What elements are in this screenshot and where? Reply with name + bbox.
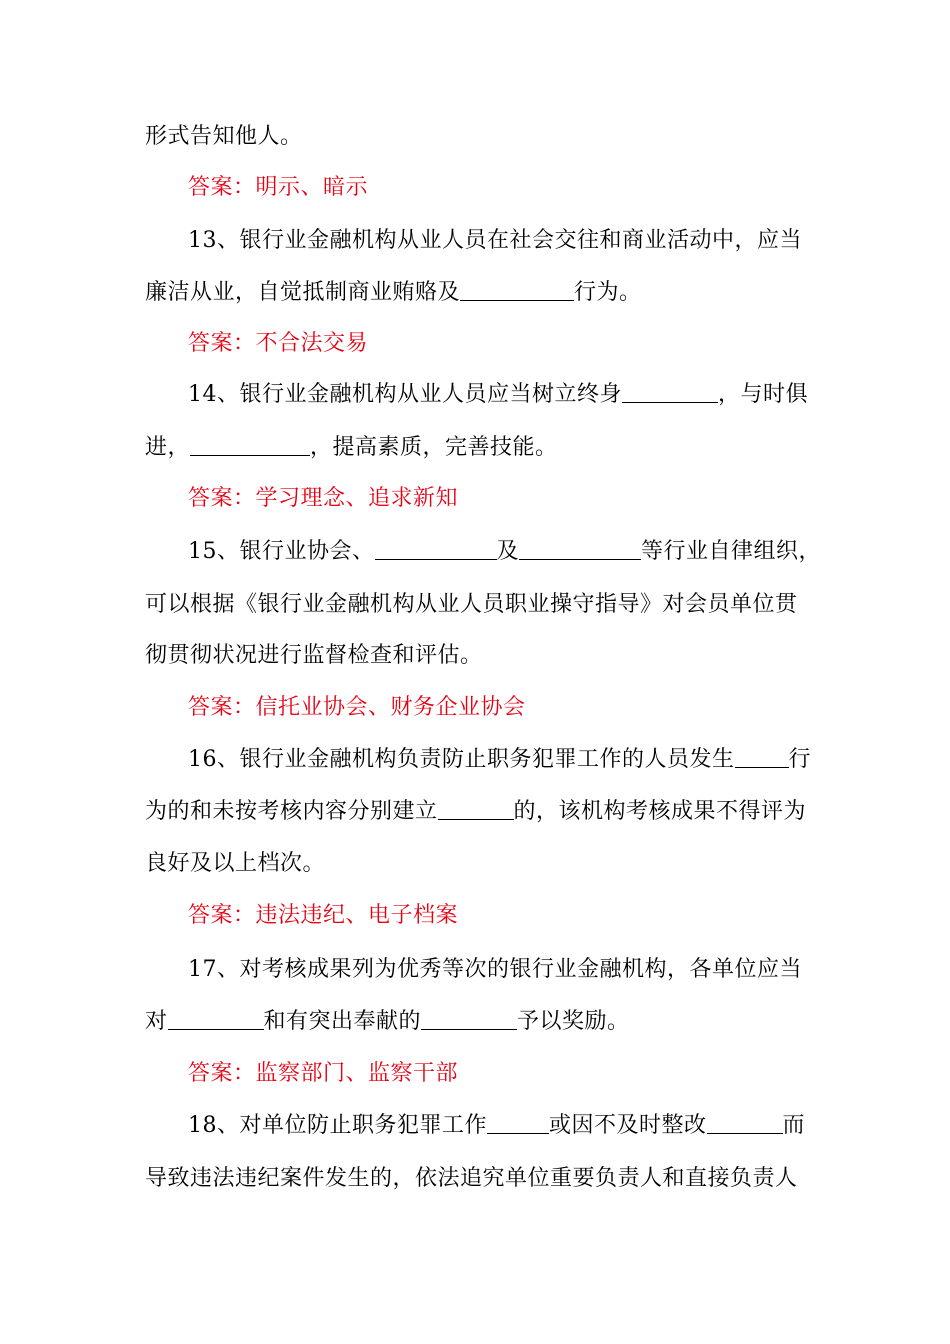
fill-blank: [622, 382, 718, 403]
fill-blank: [487, 1113, 549, 1134]
fill-blank: [375, 539, 497, 560]
question-14-line-1: 14、银行业金融机构从业人员应当树立终身 ，与时俱: [188, 382, 809, 407]
fill-blank: [460, 280, 574, 301]
answer-16: 答案：违法违纪、电子档案: [188, 903, 459, 928]
fill-blank: [519, 539, 641, 560]
question-15-line-2: 可以根据《银行业金融机构从业人员职业操守指导》对会员单位贯: [145, 592, 798, 617]
text-line: 形式告知他人。: [145, 124, 303, 149]
answer-15: 答案：信托业协会、财务企业协会: [188, 695, 526, 720]
question-15-line-1: 15、银行业协会、 及 等行业自律组织，: [188, 539, 822, 564]
fill-blank: [438, 799, 514, 820]
question-18-line-1: 18、对单位防止职务犯罪工作 或因不及时整改 而: [188, 1113, 806, 1138]
question-17-line-1: 17、对考核成果列为优秀等次的银行业金融机构，各单位应当: [188, 957, 802, 982]
answer-14: 答案：学习理念、追求新知: [188, 486, 459, 511]
question-16-line-1: 16、银行业金融机构负责防止职务犯罪工作的人员发生 行: [188, 747, 812, 772]
answer-13: 答案：不合法交易: [188, 331, 369, 356]
question-13-line-2: 廉洁从业，自觉抵制商业贿赂及 行为。: [145, 280, 642, 305]
fill-blank: [421, 1009, 517, 1030]
question-13-line-1: 13、银行业金融机构从业人员在社会交往和商业活动中，应当: [188, 228, 802, 253]
answer-17: 答案：监察部门、监察干部: [188, 1061, 459, 1086]
question-16-line-3: 良好及以上档次。: [145, 851, 326, 876]
question-18-line-2: 导致违法违纪案件发生的，依法追究单位重要负责人和直接负责人: [145, 1166, 798, 1191]
answer-12: 答案：明示、暗示: [188, 175, 369, 200]
fill-blank: [707, 1113, 783, 1134]
question-16-line-2: 为的和未按考核内容分别建立 的，该机构考核成果不得评为: [145, 799, 807, 824]
question-15-line-3: 彻贯彻状况进行监督检查和评估。: [145, 643, 483, 668]
question-17-line-2: 对 和有突出奉献的 予以奖励。: [145, 1009, 630, 1034]
fill-blank: [168, 1009, 264, 1030]
fill-blank: [190, 435, 310, 456]
question-14-line-2: 进， ，提高素质，完善技能。: [145, 435, 558, 460]
fill-blank: [735, 747, 789, 768]
